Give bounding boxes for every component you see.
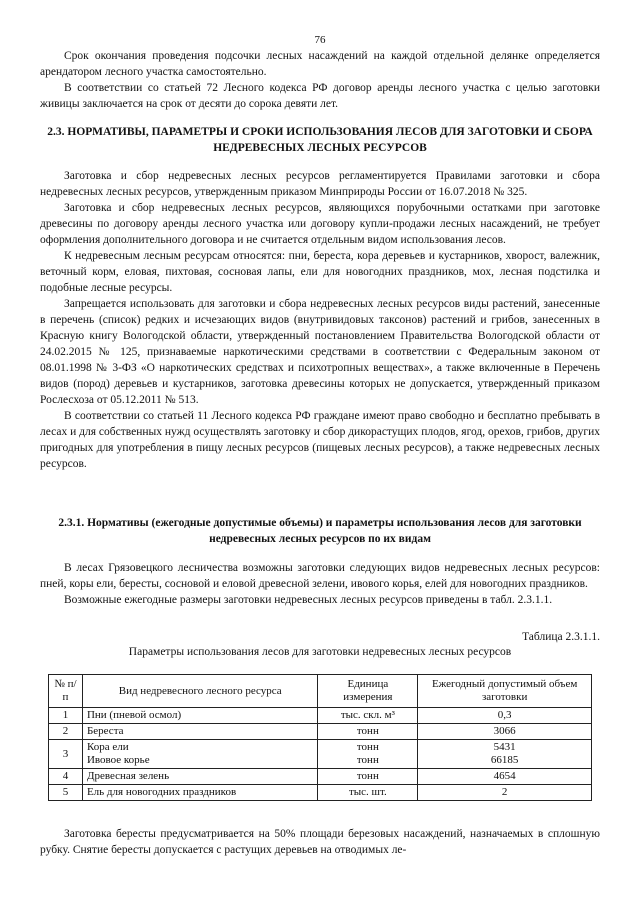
paragraph: Заготовка бересты предусматривается на 50% площади березовых насаждений, назначаемых в сплошную рубку. Снятие бересты допускается с растущих деревьев на отводимых ле- (40, 828, 600, 856)
cell-resource: Пни (пневой осмол) (82, 708, 317, 724)
cell-resource (82, 740, 317, 769)
cell-number: 2 (49, 724, 83, 740)
resources-table (48, 674, 592, 801)
cell-volume: 0,3 (418, 708, 592, 724)
table-row (49, 785, 592, 801)
section-text (40, 168, 600, 472)
page-number: 76 (314, 34, 326, 46)
paragraph: В соответствии со статьей 11 Лесного кодекса РФ граждане имеют право свободно и бесплатно пребывать в лесах и для собственных нужд осуществлять заготовку и сбор дикорастущих плодов, ягод, орехов, грибов, других пригодных для употребления в пищу лесных ресурсов (пищевых лесных ресурсов), а также недревесных лесных ресурсов. (40, 410, 600, 470)
cell-number: 4 (49, 769, 83, 785)
subsection-text (40, 560, 600, 608)
cell-number: 3 (49, 740, 83, 769)
header-volume: Ежегодный допустимый объем заготовки (418, 675, 592, 708)
cell-resource: Ель для новогодних праздников (82, 785, 317, 801)
resource-line: Ивовое корье (86, 754, 150, 766)
cell-volume (418, 740, 592, 769)
cell-unit (318, 740, 418, 769)
cell-unit: тонн (318, 724, 418, 740)
unit-line: тонн (356, 741, 379, 753)
paragraph: Возможные ежегодные размеры заготовки недревесных лесных ресурсов приведены в табл. 2.3.1.1. (64, 594, 553, 606)
table-row (49, 724, 592, 740)
paragraph: Заготовка и сбор недревесных лесных ресурсов регламентируется Правилами заготовки и сбора недревесных лесных ресурсов, утвержденным приказом Минприроды России от 16.07.2018 № 325. (40, 170, 600, 198)
paragraph: Запрещается использовать для заготовки и сбора недревесных лесных ресурсов виды растений, занесенные в перечень (список) редких и исчезающих видов (внутривидовых таксонов) растений и грибов, занесенных в Красную книгу Вологодской области, утвержденный постановлением Правительства Вологодской области от 24.02.2015 № 125, признаваемые наркотическими средствами в соответствии с Федеральным законом от 08.01.1998 № 3-ФЗ «О наркотических средствах и психотропных веществах», а также включенные в Перечень видов (пород) деревьев и кустарников, заготовка древесины которых не допускается, утвержденный приказом Рослесхоза от 05.12.2011 № 513. (40, 298, 600, 406)
cell-volume: 4654 (418, 769, 592, 785)
table-title: Параметры использования лесов для заготовки недревесных лесных ресурсов (128, 646, 512, 658)
table-row (49, 740, 592, 769)
table-reference: Таблица 2.3.1.1. (522, 631, 600, 643)
paragraph: Заготовка и сбор недревесных лесных ресурсов, являющихся порубочными остатками при заготовке древесины по договору аренды лесного участка или договору купли-продажи лесных насаждений, не требует оформления дополнительного договора и не считается отдельным видом использования лесов. (40, 202, 600, 246)
resource-line: Кора ели (86, 741, 129, 753)
cell-number: 5 (49, 785, 83, 801)
paragraph: В соответствии со статьей 72 Лесного кодекса РФ договор аренды лесного участка с целью заготовки живицы заключается на срок от десяти до сорока девяти лет. (40, 82, 600, 110)
cell-volume: 2 (418, 785, 592, 801)
paragraph: К недревесным лесным ресурсам относятся: пни, береста, кора деревьев и кустарников, хворост, валежник, веточный корм, еловая, пихтовая, сосновая лапы, ели для новогодних праздников, мох, лесная подстилка и подобные лесные ресурсы. (40, 250, 600, 294)
subsection-title: 2.3.1. Нормативы (ежегодные допустимые объемы) и параметры использования лесов для заготовки недревесных лесных ресурсов по их видам (58, 517, 582, 545)
cell-unit: тонн (318, 769, 418, 785)
paragraph: В лесах Грязовецкого лесничества возможны заготовки следующих видов недревесных лесных ресурсов: пней, коры ели, бересты, сосновой и еловой древесной зелени, ивового корья, елей для новогодних праздников. (40, 562, 600, 590)
closing-text (40, 826, 600, 858)
cell-number: 1 (49, 708, 83, 724)
volume-line: 66185 (490, 754, 519, 766)
header-number: № п/п (49, 675, 83, 708)
cell-resource: Береста (82, 724, 317, 740)
cell-resource: Древесная зелень (82, 769, 317, 785)
table-header-row (49, 675, 592, 708)
intro-text (40, 48, 600, 112)
cell-volume: 3066 (418, 724, 592, 740)
section-title: 2.3. НОРМАТИВЫ, ПАРАМЕТРЫ И СРОКИ ИСПОЛЬЗОВАНИЯ ЛЕСОВ ДЛЯ ЗАГОТОВКИ И СБОРА НЕДРЕВЕСНЫХ ЛЕСНЫХ РЕСУРСОВ (47, 126, 593, 154)
volume-line: 5431 (493, 741, 516, 753)
table-row (49, 769, 592, 785)
unit-line: тонн (356, 754, 379, 766)
header-unit: Единица измерения (318, 675, 418, 708)
table-row (49, 708, 592, 724)
cell-unit: тыс. шт. (318, 785, 418, 801)
cell-unit: тыс. скл. м³ (318, 708, 418, 724)
paragraph: Срок окончания проведения подсочки лесных насаждений на каждой отдельной делянке определяется арендатором лесного участка самостоятельно. (40, 50, 600, 78)
header-resource: Вид недревесного лесного ресурса (82, 675, 317, 708)
